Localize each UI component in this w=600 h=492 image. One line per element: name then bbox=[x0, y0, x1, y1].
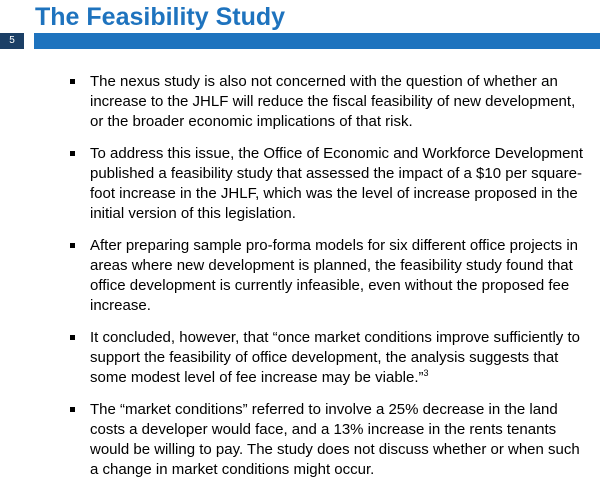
bullet-item bbox=[70, 400, 592, 480]
slide-number: 5 bbox=[0, 33, 24, 49]
bullet-text: The “market conditions” referred to involve a 25% decrease in the land costs a developer would face, and a 13% increase in the rents tenants would be willing to pay. The study does not discuss whether or when such a change in market conditions might occur. bbox=[90, 401, 580, 478]
slide-title: The Feasibility Study bbox=[35, 3, 286, 31]
bullet-text: The nexus study is also not concerned with the question of whether an increase to the JHLF will reduce the fiscal feasibility of new development, or the broader economic implications of that risk. bbox=[90, 73, 576, 130]
bullet-list bbox=[70, 72, 592, 492]
bullet-item bbox=[70, 236, 592, 316]
bullet-text: To address this issue, the Office of Economic and Workforce Development published a feasibility study that assessed the impact of a $10 per square-foot increase in the JHLF, which was the level of increase proposed in the initial version of this legislation. bbox=[90, 145, 584, 222]
bullet-item bbox=[70, 72, 592, 132]
bullet-square-icon bbox=[70, 335, 75, 340]
bullet-square-icon bbox=[70, 151, 75, 156]
bullet-item bbox=[70, 328, 592, 388]
bullet-text-body: It concluded, however, that “once market conditions improve sufficiently to support the feasibility of office development, the analysis suggests that some modest level of fee increase may be viable.” bbox=[90, 329, 580, 386]
title-accent-bar bbox=[34, 33, 600, 49]
bullet-item bbox=[70, 144, 592, 224]
footnote-marker: 3 bbox=[423, 368, 429, 378]
bullet-text: After preparing sample pro-forma models for six different office projects in areas where new development is planned, the feasibility study found that office development is currently infeasible, even without the proposed fee increase. bbox=[90, 237, 578, 314]
bullet-text bbox=[90, 329, 580, 386]
bullet-square-icon bbox=[70, 243, 75, 248]
bullet-square-icon bbox=[70, 407, 75, 412]
bullet-square-icon bbox=[70, 79, 75, 84]
